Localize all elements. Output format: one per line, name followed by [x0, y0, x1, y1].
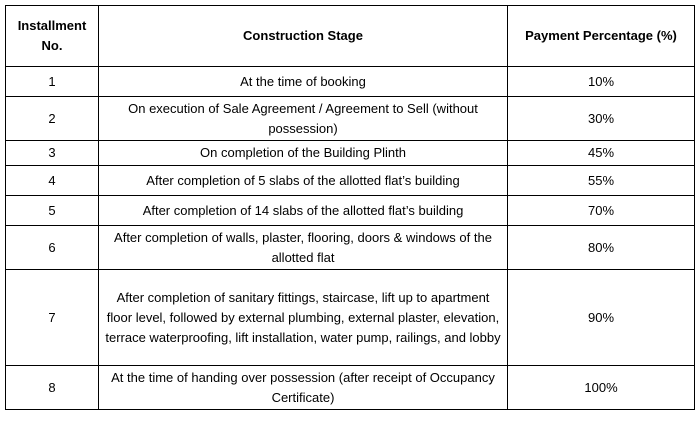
header-payment-percentage: Payment Percentage (%)	[508, 6, 695, 67]
payment-percentage-cell: 90%	[508, 270, 695, 366]
construction-stage-cell: After completion of 5 slabs of the allotted flat’s building	[99, 166, 508, 196]
header-construction-stage: Construction Stage	[99, 6, 508, 67]
construction-stage-cell: After completion of 14 slabs of the allotted flat’s building	[99, 196, 508, 226]
table-row	[6, 226, 695, 270]
table-row	[6, 196, 695, 226]
installment-no-cell: 6	[6, 226, 99, 270]
installment-no-cell: 2	[6, 97, 99, 141]
construction-stage-cell: At the time of booking	[99, 67, 508, 97]
table-header-row	[6, 6, 695, 67]
payment-percentage-cell: 10%	[508, 67, 695, 97]
payment-percentage-cell: 80%	[508, 226, 695, 270]
payment-percentage-cell: 70%	[508, 196, 695, 226]
payment-percentage-cell: 100%	[508, 366, 695, 410]
construction-stage-cell: On completion of the Building Plinth	[99, 141, 508, 166]
table-row	[6, 270, 695, 366]
installment-no-cell: 4	[6, 166, 99, 196]
table-row	[6, 97, 695, 141]
payment-percentage-cell: 45%	[508, 141, 695, 166]
payment-percentage-cell: 30%	[508, 97, 695, 141]
header-installment-no: Installment No.	[6, 6, 99, 67]
table-row	[6, 141, 695, 166]
payment-percentage-cell: 55%	[508, 166, 695, 196]
installment-no-cell: 3	[6, 141, 99, 166]
table-row	[6, 366, 695, 410]
installment-no-cell: 7	[6, 270, 99, 366]
table-row	[6, 166, 695, 196]
construction-stage-cell: After completion of walls, plaster, flooring, doors & windows of the allotted flat	[99, 226, 508, 270]
construction-stage-cell: At the time of handing over possession (after receipt of Occupancy Certificate)	[99, 366, 508, 410]
construction-stage-cell: On execution of Sale Agreement / Agreement to Sell (without possession)	[99, 97, 508, 141]
installment-no-cell: 8	[6, 366, 99, 410]
construction-stage-cell: After completion of sanitary fittings, staircase, lift up to apartment floor level, followed by external plumbing, external plaster, elevation, terrace waterproofing, lift installation, water pump, railings, and lobby	[99, 270, 508, 366]
table-row	[6, 67, 695, 97]
payment-schedule-table	[5, 5, 695, 410]
installment-no-cell: 5	[6, 196, 99, 226]
installment-no-cell: 1	[6, 67, 99, 97]
